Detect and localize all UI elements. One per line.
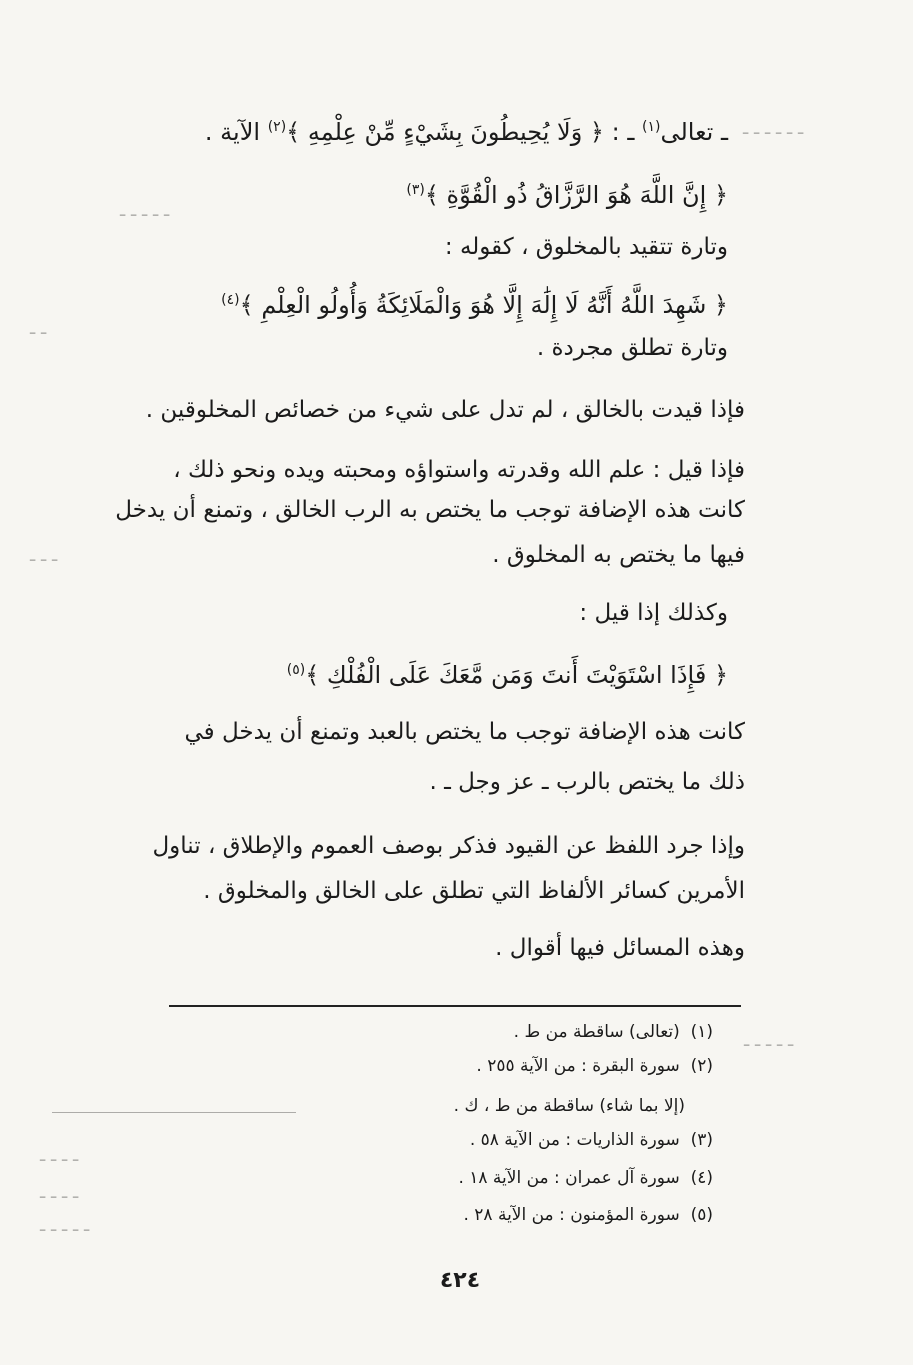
text-line-15: الأمرين كسائر الألفاظ التي تطلق على الخالق والمخلوق . <box>203 878 745 904</box>
footnote-4: (٤) سورة آل عمران : من الآية ١٨ . <box>458 1168 713 1188</box>
bleed-through-text: ـ ـ ـ ـ ـ <box>40 1215 90 1236</box>
bleed-through-text: ـ ـ ـ <box>30 545 58 566</box>
text-line-1: ـ تعالى$^{(١)}$ ـ : ﴿ وَلَا يُحِيطُونَ بِشَيْءٍ مِّنْ عِلْمِهِ ﴾$^{(٢)}$ الآية . <box>204 118 728 146</box>
text-line-9: فيها ما يختص به المخلوق . <box>492 542 745 568</box>
text-line-14: وإذا جرد اللفظ عن القيود فذكر بوصف العموم والإطلاق ، تناول <box>152 833 745 859</box>
text-line-3: وتارة تتقيد بالمخلوق ، كقوله : <box>444 234 728 260</box>
quran-verse-11: ﴿ فَإِذَا اسْتَوَيْتَ أَنتَ وَمَن مَّعَكَ عَلَى الْفُلْكِ ﴾$^{(٥)}$ <box>286 661 728 689</box>
text-line-16: وهذه المسائل فيها أقوال . <box>495 935 745 961</box>
quran-verse-2: ﴿ إِنَّ اللَّهَ هُوَ الرَّزَّاقُ ذُو الْقُوَّةِ ﴾$^{(٣)}$ <box>406 181 728 209</box>
footnote-2-continued: (إلا بما شاء) ساقطة من ط ، ك . <box>453 1096 685 1116</box>
bleed-through-text: ـ ـ ـ ـ <box>40 1182 79 1203</box>
text-line-12: كانت هذه الإضافة توجب ما يختص بالعبد وتمنع أن يدخل في <box>184 719 745 745</box>
bleed-through-text: ـ ـ ـ ـ ـ <box>120 200 170 221</box>
text-line-7: فإذا قيل : علم الله وقدرته واستواؤه ومحبته ويده ونحو ذلك ، <box>173 457 745 483</box>
footnote-3: (٣) سورة الذاريات : من الآية ٥٨ . <box>469 1130 713 1150</box>
bleed-through-text: ـ ـ ـ ـ ـ <box>743 1030 793 1051</box>
text-line-8: كانت هذه الإضافة توجب ما يختص به الرب الخالق ، وتمنع أن يدخل <box>115 497 745 523</box>
text-line-6: فإذا قيدت بالخالق ، لم تدل على شيء من خصائص المخلوقين . <box>145 397 745 423</box>
quran-verse-4: ﴿ شَهِدَ اللَّهُ أَنَّهُ لَا إِلَٰهَ إِلَّا هُوَ وَالْمَلَائِكَةُ وَأُولُو الْعِلْمِ ﴾$^{(٤)}$ <box>221 291 728 319</box>
footnote-1: (١) (تعالى) ساقطة من ط . <box>513 1022 713 1042</box>
page-number: ٤٢٤ <box>439 1268 481 1293</box>
bleed-through-text: ـ ـ ـ ـ <box>40 1145 79 1166</box>
text-line-10: وكذلك إذا قيل : <box>579 600 728 626</box>
text-line-13: ذلك ما يختص بالرب ـ عز وجل ـ . <box>429 769 745 795</box>
footnote-separator <box>169 1005 741 1007</box>
footnote-2: (٢) سورة البقرة : من الآية ٢٥٥ . <box>476 1056 713 1076</box>
text-line-5: وتارة تطلق مجردة . <box>536 335 728 361</box>
bleed-through-text: ـ ـ ـ ـ ـ ـ <box>742 118 803 139</box>
bleed-through-text: ـ ـ <box>30 318 47 339</box>
footnote-5: (٥) سورة المؤمنون : من الآية ٢٨ . <box>463 1205 713 1225</box>
